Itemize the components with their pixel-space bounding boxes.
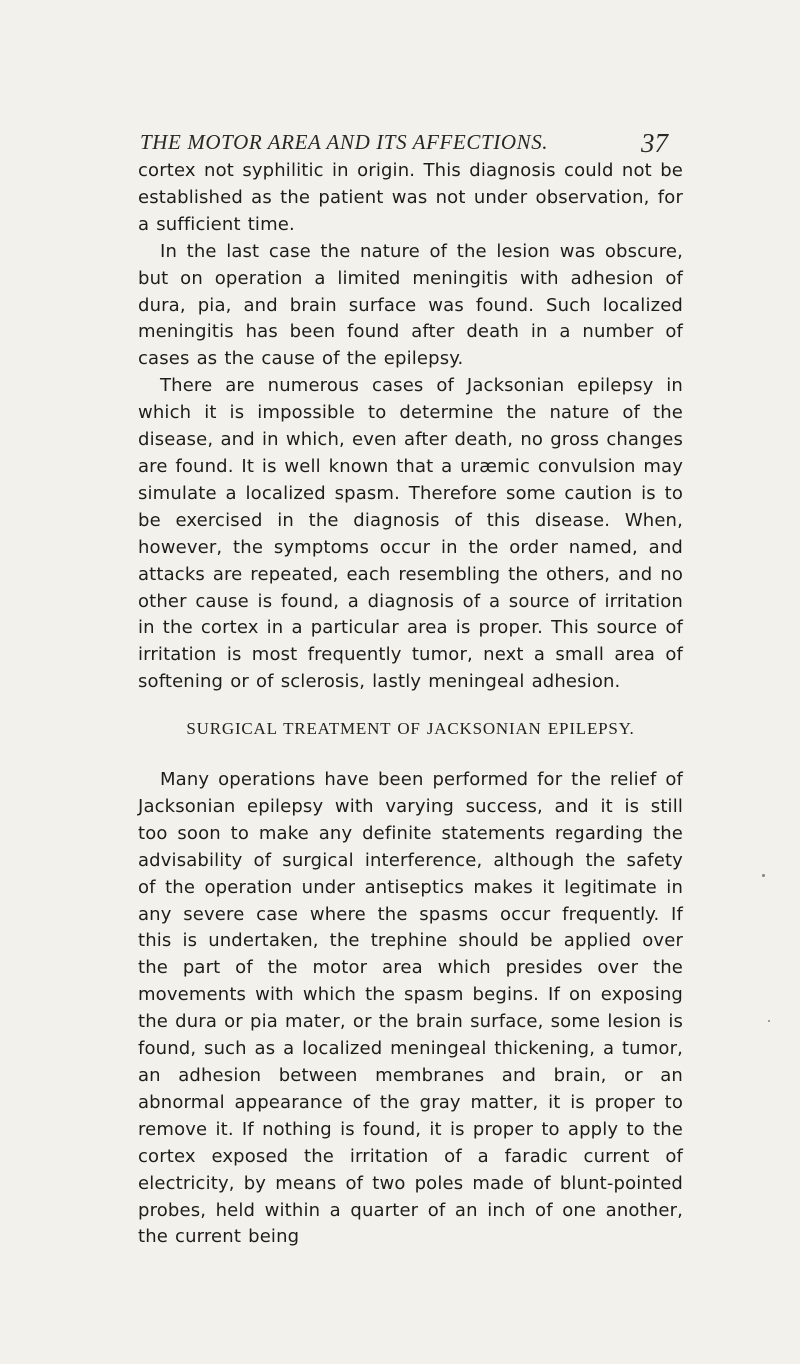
paper-speck — [762, 874, 765, 877]
page-number: 37 — [641, 128, 668, 158]
paper-speck — [768, 1020, 770, 1022]
paragraph: In the last case the nature of the lesion was obscure, but on operation a limited meningitis with adhesion of dura, pia, and brain surface was found. Such localized meningitis has been found after death in a number of cases as the cause of the epilepsy. — [138, 240, 683, 370]
running-title: THE MOTOR AREA AND ITS AFFECTIONS. — [140, 130, 549, 154]
paragraph: There are numerous cases of Jacksonian epilepsy in which it is impossible to determine the nature of the disease, and in which, even after death, no gross changes are found. It is well known that a uræmic convulsion may simulate a localized spasm. Therefore some caution is to be exercised in the diagnosis of this disease. When, however, the symptoms occur in the order named, and attacks are repeated, each resembling the others, and no other cause is found, a diagnosis of a source of irritation in the cortex in a particular area is proper. This source of irritation is most frequently tumor, next a small area of softening or of sclerosis, lastly meningeal adhesion. — [138, 375, 683, 693]
body-text — [138, 158, 683, 1251]
paragraph: Many operations have been performed for the relief of Jacksonian epilepsy with varying success, and it is still too soon to make any definite statements regarding the advisability of surgical interference, although the safety of the operation under antiseptics makes it legitimate in any severe case where the spasms occur frequently. If this is undertaken, the trephine should be applied over the part of the motor area which presides over the movements with which the spasm begins. If on exposing the dura or pia mater, or the brain surface, some lesion is found, such as a localized meningeal thickening, a tumor, an adhesion between membranes and brain, or an abnormal appearance of the gray matter, it is proper to remove it. If nothing is found, it is proper to apply to the cortex exposed the irritation of a faradic current of electricity, by means of two poles made of blunt-pointed probes, held within a quarter of an inch of one another, the current being — [138, 769, 683, 1248]
section-heading: SURGICAL TREATMENT OF JACKSONIAN EPILEPSY. — [186, 719, 635, 739]
paragraph-continued: cortex not syphilitic in origin. This diagnosis could not be established as the patient was not under observation, for a sufficient time. — [138, 160, 683, 235]
